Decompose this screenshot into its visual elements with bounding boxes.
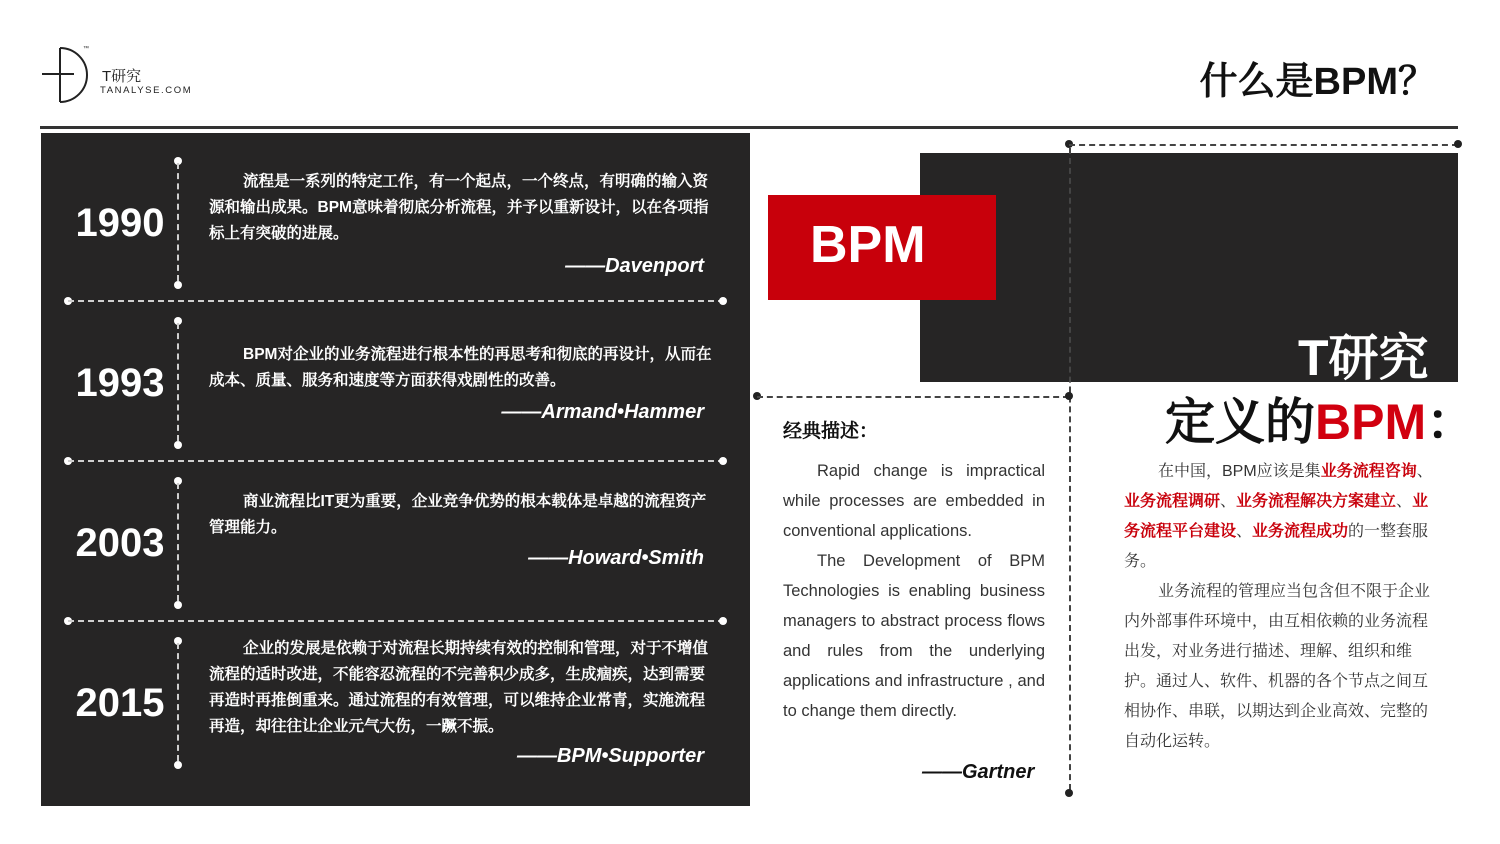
china-paragraph-1 bbox=[1124, 457, 1442, 577]
bpm-badge-text: BPM bbox=[810, 216, 926, 274]
separator-dot bbox=[719, 457, 727, 465]
china-text-run: 、 bbox=[1396, 493, 1413, 510]
definition-bpm: BPM bbox=[1315, 394, 1427, 450]
timeline-separator bbox=[68, 300, 724, 302]
timeline-dot bbox=[174, 441, 182, 449]
china-text-run: 、 bbox=[1220, 493, 1237, 510]
timeline-entry-2003 bbox=[41, 479, 750, 639]
timeline-vertical-line bbox=[177, 483, 179, 601]
china-highlight: 业务流程平台建设 bbox=[1124, 493, 1429, 540]
separator-dot bbox=[719, 617, 727, 625]
connector-line-middle bbox=[757, 396, 1069, 398]
china-text-run: 的一整套服务。 bbox=[1124, 523, 1429, 570]
timeline-vertical-line bbox=[177, 643, 179, 761]
separator-dot bbox=[719, 297, 727, 305]
timeline-year: 2003 bbox=[75, 521, 165, 565]
timeline-dot bbox=[174, 601, 182, 609]
header-divider bbox=[40, 126, 1458, 129]
timeline-quote: BPM对企业的业务流程进行根本性的再思考和彻底的再设计，从而在成本、质量、服务和速度等方面获得戏剧性的改善。 bbox=[209, 346, 712, 389]
china-highlight: 业务流程咨询 bbox=[1320, 463, 1417, 480]
timeline-year: 1990 bbox=[75, 201, 165, 245]
page-title: 什么是BPM？ bbox=[1199, 61, 1436, 103]
timeline-year: 1993 bbox=[75, 361, 165, 405]
timeline-quote: 企业的发展是依赖于对流程长期持续有效的控制和管理，对于不增值流程的适时改进，不能容忍流程的不完善积少成多，生成痼疾，达到需要再造时再推倒重来。通过流程的有效管理，可以维持企业常青，实施流程再造，却往往让企业元气大伤，一蹶不振。 bbox=[209, 640, 709, 735]
timeline-panel bbox=[41, 133, 750, 806]
definition-prefix: 定义的 bbox=[1165, 394, 1315, 450]
logo-trademark: ™ bbox=[83, 46, 89, 52]
classic-description bbox=[783, 456, 1045, 726]
classic-paragraph: The Development of BPM Technologies is enabling business managers to abstract process flows and rules from the underlying applications and infrastructure , and to change them directly. bbox=[783, 552, 1045, 720]
connector-line-vertical bbox=[1069, 148, 1071, 790]
china-highlight: 业务流程成功 bbox=[1252, 523, 1349, 540]
timeline-vertical-line bbox=[177, 163, 179, 281]
connector-dot bbox=[1454, 140, 1462, 148]
timeline-entry-1993 bbox=[41, 319, 750, 479]
hero-brand-text: T研究 bbox=[1298, 330, 1429, 386]
timeline-author: ——Davenport bbox=[565, 255, 704, 277]
logo-mark-icon bbox=[40, 46, 100, 106]
classic-author: ——Gartner bbox=[922, 761, 1035, 783]
timeline-author: ——BPM•Supporter bbox=[516, 745, 704, 767]
logo bbox=[40, 46, 210, 106]
timeline-quote: 商业流程比IT更为重要，企业竞争优势的根本载体是卓越的流程资产管理能力。 bbox=[209, 493, 707, 536]
timeline-author: ——Armand•Hammer bbox=[501, 401, 704, 423]
china-text-run: 、 bbox=[1416, 463, 1433, 480]
logo-chinese-name: T研究 bbox=[102, 68, 142, 85]
bpm-badge bbox=[768, 195, 996, 300]
china-text-run: 在中国，BPM应该是集 bbox=[1158, 463, 1321, 480]
definition-colon: ： bbox=[1426, 394, 1477, 450]
timeline-vertical-line bbox=[177, 323, 179, 441]
timeline-author: ——Howard•Smith bbox=[528, 547, 704, 569]
timeline-separator bbox=[68, 620, 724, 622]
classic-paragraph: Rapid change is impractical while processes are embedded in conventional applications. bbox=[783, 462, 1045, 540]
china-paragraph-2: 业务流程的管理应当包含但不限于企业内外部事件环境中，由互相依赖的业务流程出发，对业务进行描述、理解、组织和维护。通过人、软件、机器的各个节点之间互相协作、串联，以期达到企业高效、完整的自动化运转。 bbox=[1124, 583, 1431, 750]
china-highlight: 业务流程调研 bbox=[1124, 493, 1221, 510]
hero-definition-heading bbox=[1165, 382, 1476, 454]
timeline-entry-1990 bbox=[41, 159, 750, 319]
connector-line-top bbox=[1069, 144, 1458, 146]
classic-title: 经典描述： bbox=[783, 421, 879, 442]
connector-dot bbox=[1065, 789, 1073, 797]
timeline-dot bbox=[174, 281, 182, 289]
timeline-dot bbox=[174, 761, 182, 769]
timeline-year: 2015 bbox=[75, 681, 165, 725]
china-text-run: 、 bbox=[1236, 523, 1253, 540]
logo-english-name: TANALYSE.COM bbox=[100, 85, 193, 96]
timeline-quote: 流程是一系列的特定工作，有一个起点，一个终点，有明确的输入资源和输出成果。BPM意味着彻底分析流程，并予以重新设计，以在各项指标上有突破的进展。 bbox=[209, 173, 709, 242]
china-highlight: 业务流程解决方案建立 bbox=[1236, 493, 1397, 510]
china-definition bbox=[1124, 457, 1442, 757]
connector-dot bbox=[1065, 392, 1073, 400]
timeline-separator bbox=[68, 460, 724, 462]
timeline-entry-2015 bbox=[41, 639, 750, 799]
